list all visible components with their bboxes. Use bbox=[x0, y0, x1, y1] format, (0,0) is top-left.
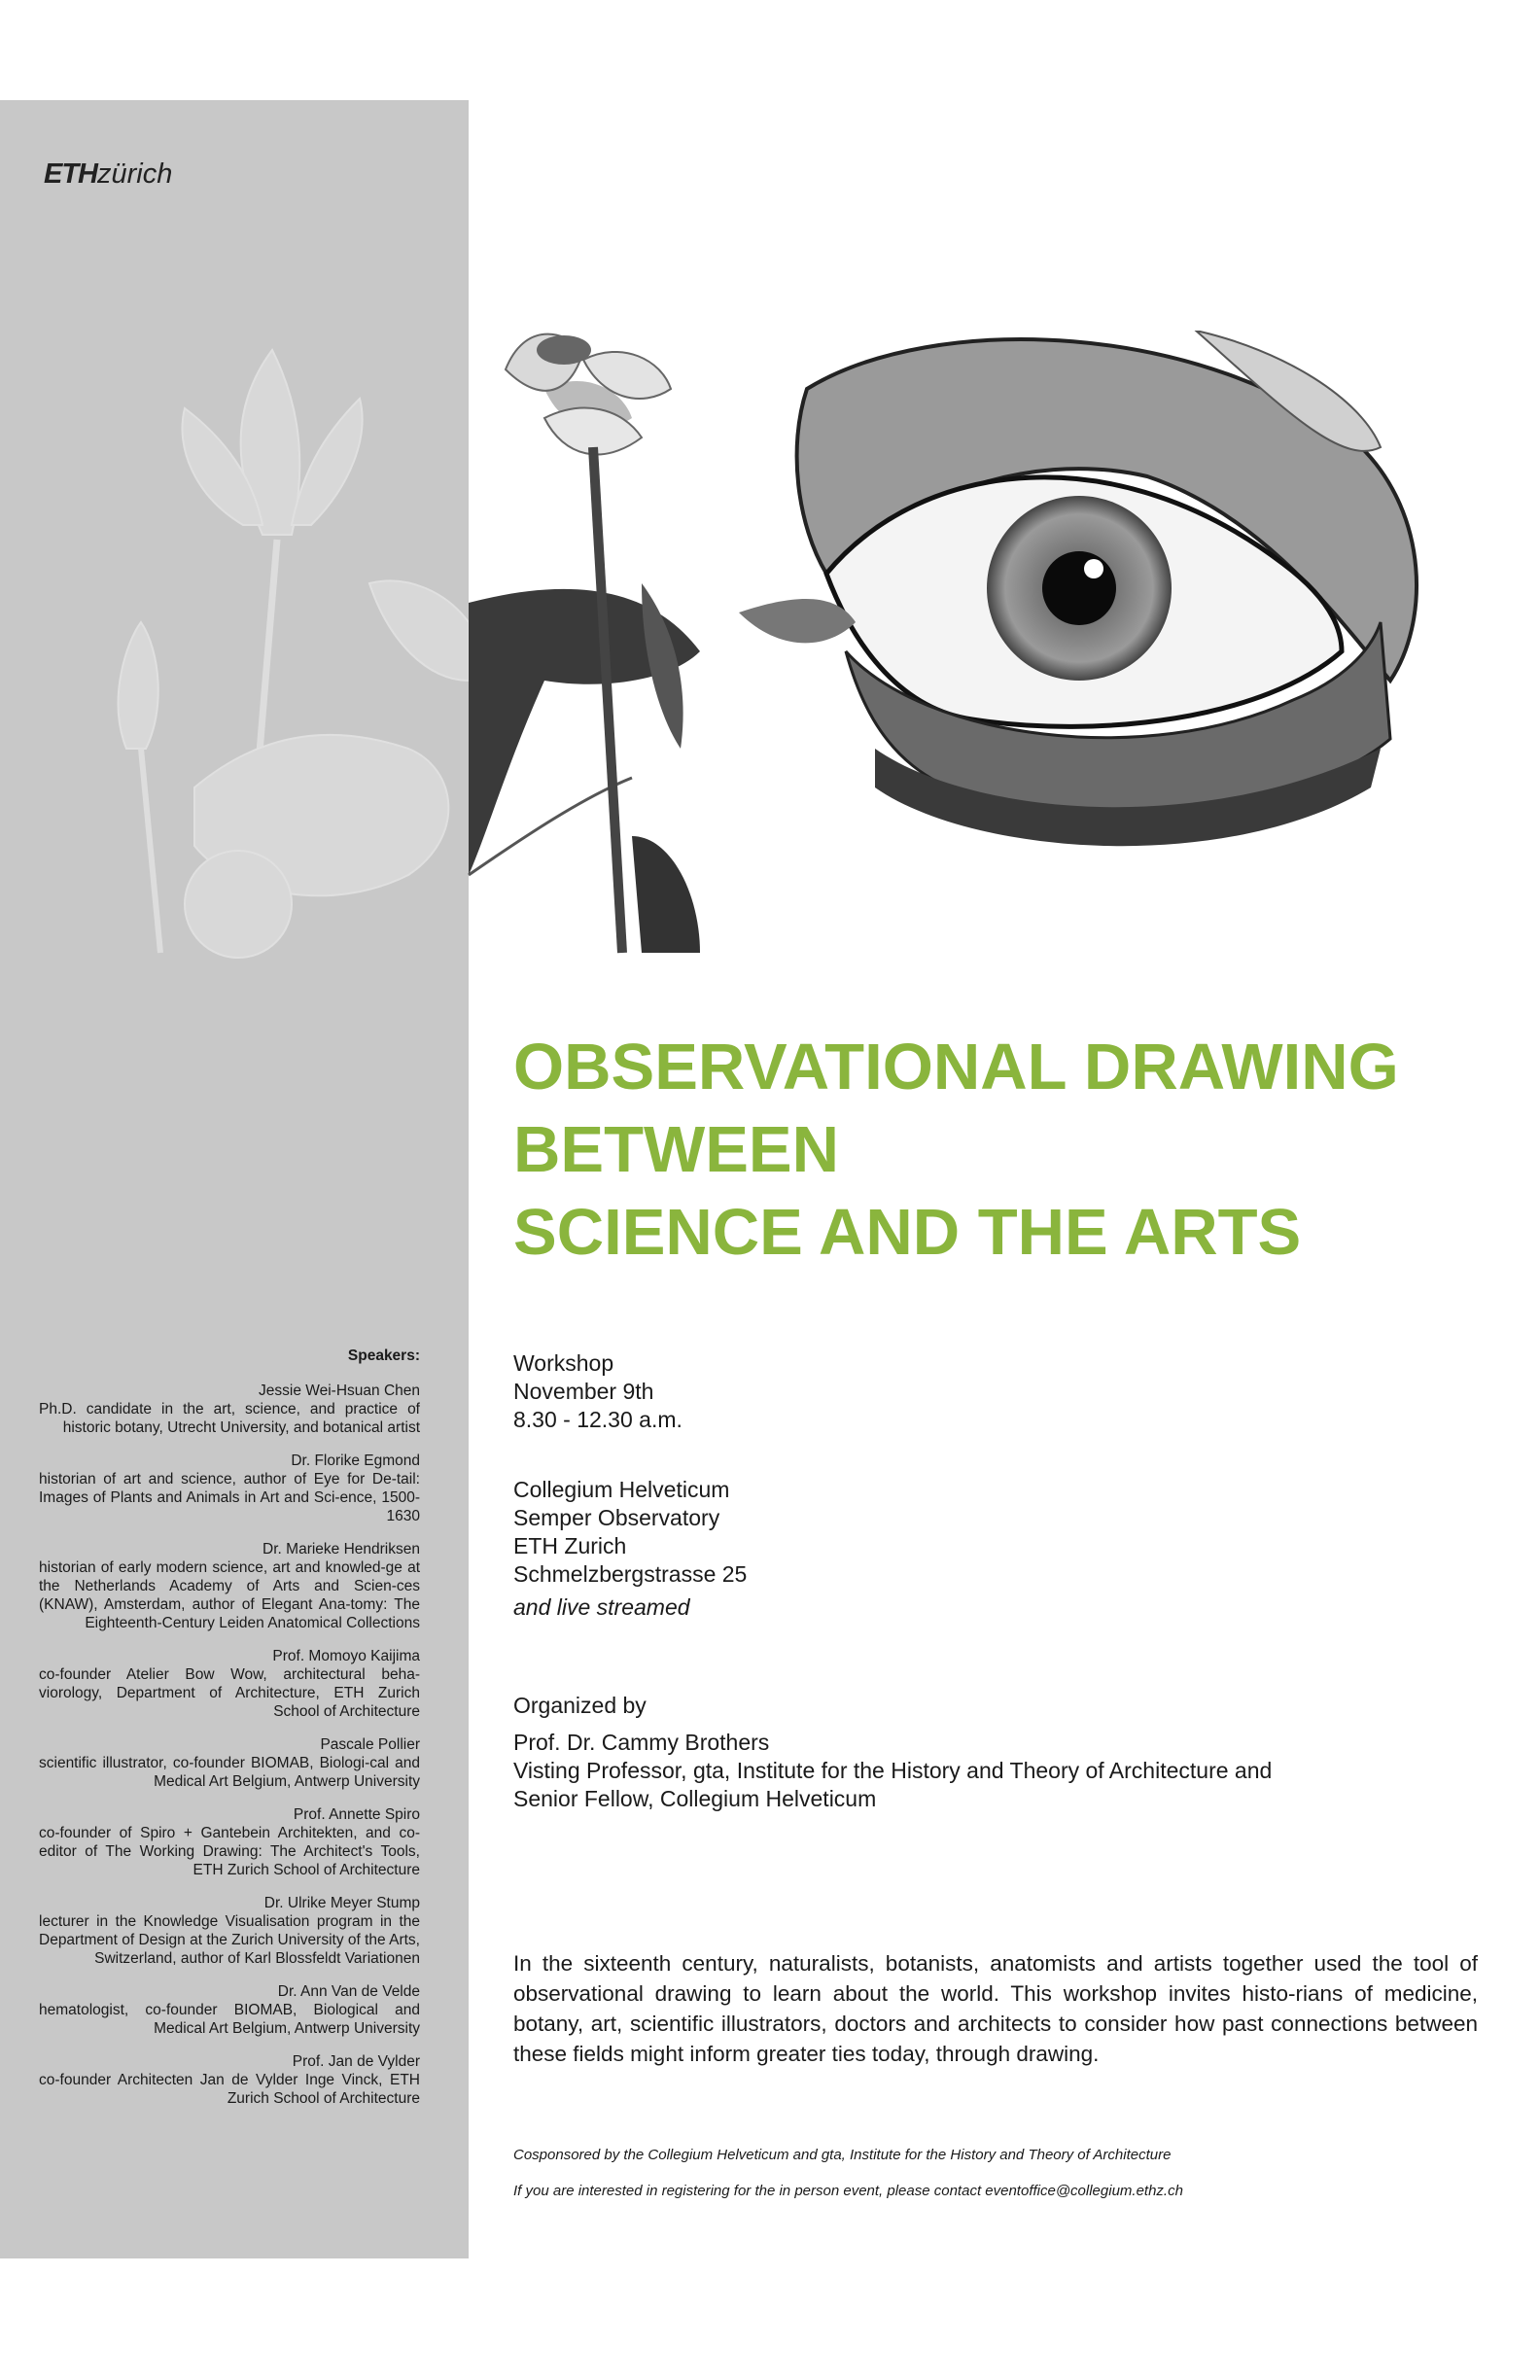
speaker-item bbox=[39, 1894, 420, 1968]
speaker-item bbox=[39, 1735, 420, 1791]
organizer-block bbox=[513, 1692, 1272, 1813]
speakers-heading: Speakers: bbox=[347, 1348, 420, 1364]
speaker-name: Dr. Marieke Hendriksen bbox=[262, 1541, 420, 1558]
cosponsor-note: Cosponsored by the Collegium Helveticum and gta, Institute for the History and Theory of Architecture bbox=[513, 2147, 1172, 2163]
speaker-name: Dr. Florike Egmond bbox=[291, 1452, 420, 1469]
event-type: Workshop bbox=[513, 1350, 614, 1376]
event-stream: and live streamed bbox=[513, 1594, 690, 1620]
speaker-desc: co-founder Architecten Jan de Vylder Inge Vinck, ETH Zurich School of Architecture bbox=[39, 2072, 420, 2107]
speaker-item bbox=[39, 1647, 420, 1721]
title-line: SCIENCE AND THE ARTS bbox=[513, 1196, 1302, 1269]
event-when bbox=[513, 1349, 682, 1434]
venue-line: Semper Observatory bbox=[513, 1505, 720, 1530]
speaker-desc: co-founder Atelier Bow Wow, architectural beha-viorology, Department of Architecture, ETH Zurich School of Architecture bbox=[39, 1666, 420, 1720]
registration-note: If you are interested in registering for the in person event, please contact eventoffice@collegium.ethz.ch bbox=[513, 2183, 1183, 2199]
speaker-item bbox=[39, 1452, 420, 1525]
speaker-desc: co-founder of Spiro + Gantebein Architekten, and co-editor of The Working Drawing: The Architect's Tools, ETH Zurich School of Architecture bbox=[39, 1825, 420, 1878]
speaker-item bbox=[39, 1982, 420, 2038]
speaker-name: Jessie Wei-Hsuan Chen bbox=[259, 1382, 420, 1399]
speaker-desc: lecturer in the Knowledge Visualisation program in the Department of Design at the Zurich University of the Arts, Switzerland, author of Karl Blossfeldt Variationen bbox=[39, 1913, 420, 1967]
speaker-name: Dr. Ann Van de Velde bbox=[277, 1983, 420, 2000]
speakers-list bbox=[39, 1347, 420, 2122]
speaker-desc: historian of early modern science, art and knowled-ge at the Netherlands Academy of Arts and Scien-ces (KNAW), Amsterdam, author of Elegant Ana-tomy: The Eighteenth-Century Leiden Anatomical Collections bbox=[39, 1559, 420, 1631]
speaker-name: Dr. Ulrike Meyer Stump bbox=[263, 1895, 420, 1911]
speaker-desc: historian of art and science, author of Eye for De-tail: Images of Plants and Animals in Art and Sci-ence, 1500-1630 bbox=[39, 1471, 420, 1524]
speaker-name: Prof. Jan de Vylder bbox=[292, 2053, 420, 2070]
title-line: BETWEEN bbox=[513, 1113, 839, 1186]
event-date: November 9th bbox=[513, 1379, 654, 1404]
title-line: OBSERVATIONAL DRAWING bbox=[513, 1031, 1399, 1103]
speaker-item bbox=[39, 1805, 420, 1879]
venue-line: Collegium Helveticum bbox=[513, 1477, 730, 1502]
speaker-desc: Ph.D. candidate in the art, science, and practice of historic botany, Utrecht University, and botanical artist bbox=[39, 1401, 420, 1436]
speaker-desc: hematologist, co-founder BIOMAB, Biological and Medical Art Belgium, Antwerp University bbox=[39, 2002, 420, 2037]
organizer-role: Visting Professor, gta, Institute for the History and Theory of Architecture and bbox=[513, 1758, 1273, 1783]
speaker-name: Prof. Momoyo Kaijima bbox=[272, 1648, 420, 1664]
speaker-item bbox=[39, 1382, 420, 1437]
speaker-name: Prof. Annette Spiro bbox=[293, 1806, 420, 1823]
speaker-name: Pascale Pollier bbox=[320, 1736, 420, 1753]
lotus-eye-illustration bbox=[0, 331, 1540, 992]
organizer-name: Prof. Dr. Cammy Brothers bbox=[513, 1730, 770, 1755]
venue-line: Schmelzbergstrasse 25 bbox=[513, 1561, 748, 1587]
organizer-heading: Organized by bbox=[513, 1693, 647, 1718]
event-title bbox=[513, 1026, 1524, 1274]
speaker-desc: scientific illustrator, co-founder BIOMAB, Biologi-cal and Medical Art Belgium, Antwerp University bbox=[39, 1755, 420, 1790]
speaker-item bbox=[39, 2052, 420, 2108]
speaker-item bbox=[39, 1540, 420, 1632]
event-description: In the sixteenth century, naturalists, botanists, anatomists and artists together used the tool of observational drawing to learn about the world. This workshop invites histo-rians of medicine, botany, art, scientific illustrators, doctors and architects to consider how past connections between these fields might inform greater ties today, through drawing. bbox=[513, 1951, 1478, 2066]
organizer-role: Senior Fellow, Collegium Helveticum bbox=[513, 1786, 877, 1811]
eth-zurich-logo: ETHzürich bbox=[44, 158, 173, 190]
event-time: 8.30 - 12.30 a.m. bbox=[513, 1407, 682, 1432]
venue-line: ETH Zurich bbox=[513, 1533, 627, 1558]
event-venue bbox=[513, 1476, 747, 1622]
